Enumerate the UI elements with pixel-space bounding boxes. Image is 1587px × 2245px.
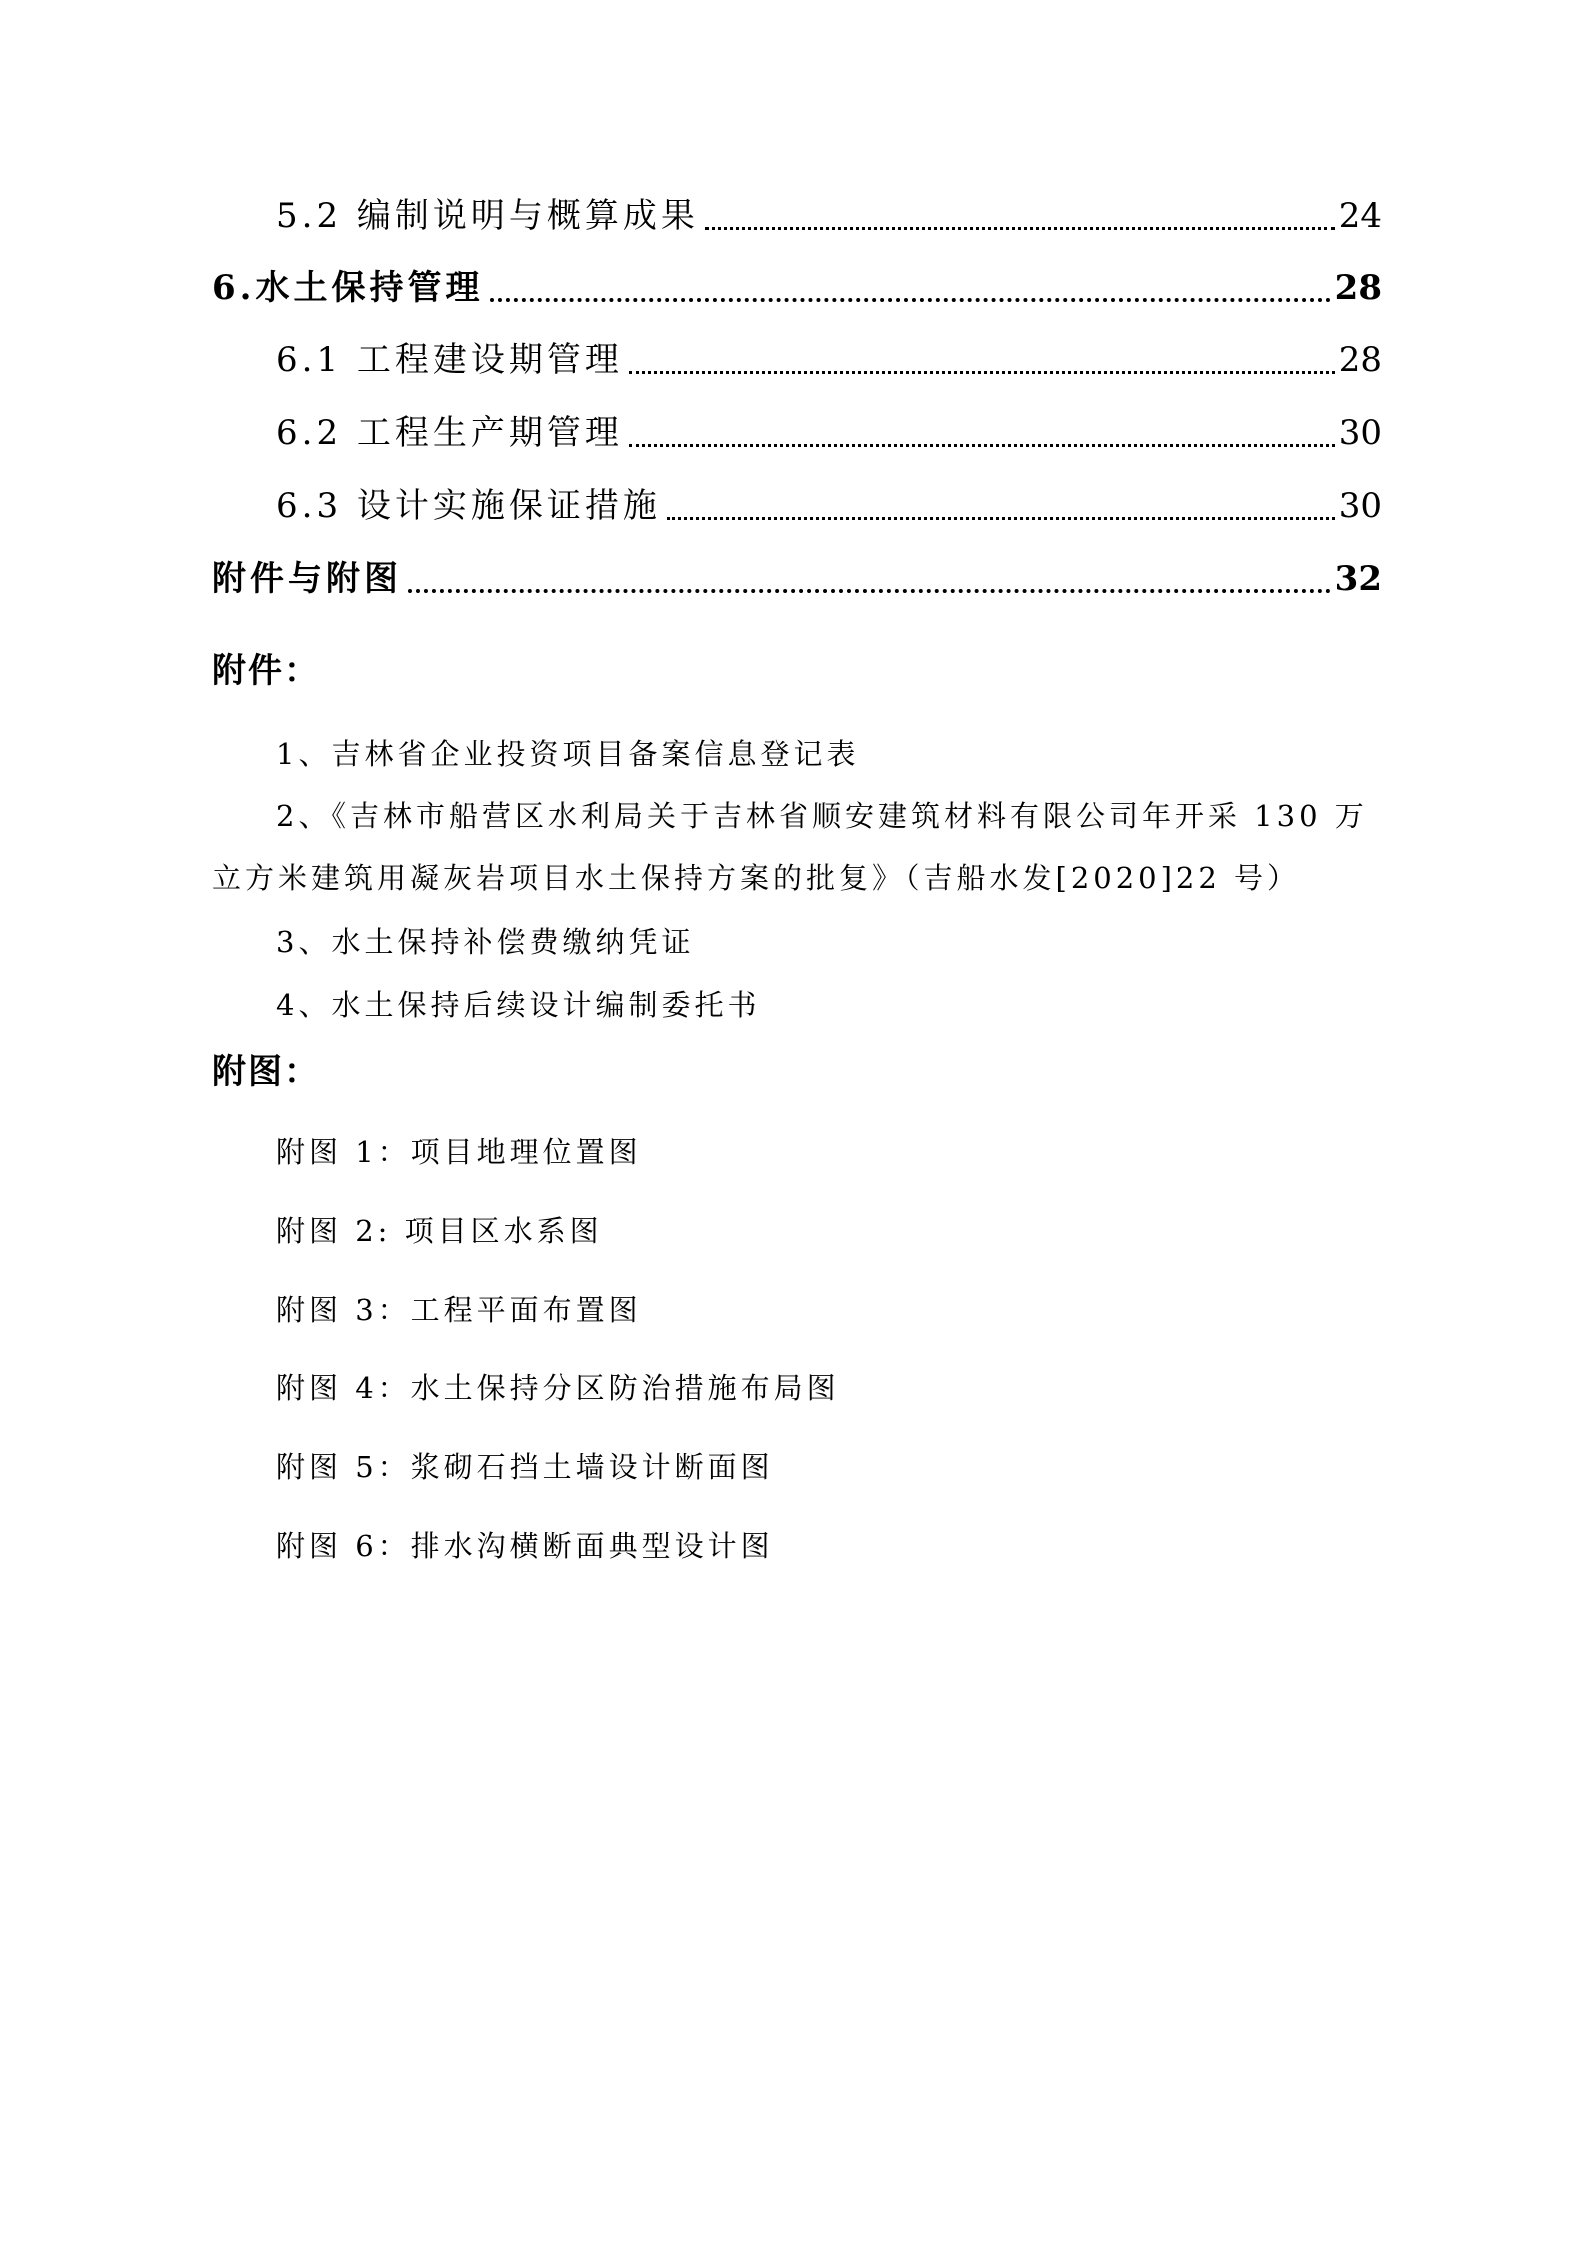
toc-page-number: 30 (1338, 486, 1382, 526)
toc-dot-leader (629, 371, 1335, 374)
toc-page-number: 30 (1338, 413, 1382, 453)
toc-dot-leader (667, 517, 1335, 520)
toc-dot-leader (705, 227, 1335, 230)
attachment-item: 4、水土保持后续设计编制委托书 (276, 988, 761, 1022)
toc-dot-leader (490, 298, 1331, 302)
figure-item: 附图 5：浆砌石挡土墙设计断面图 (276, 1450, 774, 1484)
toc-entry-6-3[interactable] (276, 480, 1382, 532)
attachments-heading: 附件： (212, 651, 320, 691)
toc-entry-6-1[interactable] (276, 334, 1382, 386)
toc-entry-title: 6.2 工程生产期管理 (276, 413, 623, 453)
toc-entry-title: 5.2 编制说明与概算成果 (276, 196, 699, 236)
figure-item: 附图 4：水土保持分区防治措施布局图 (276, 1371, 840, 1405)
toc-entry-title: 附件与附图 (212, 559, 402, 599)
toc-entry-6[interactable] (212, 262, 1382, 314)
toc-page-number: 28 (1338, 340, 1382, 380)
toc-page-number: 24 (1338, 196, 1382, 236)
attachment-item: 2、《吉林市船营区水利局关于吉林省顺安建筑材料有限公司年开采 130 万立方米建筑用凝灰岩项目水土保持方案的批复》（吉船水发[2020]22 号） (212, 799, 1368, 895)
toc-page-number: 28 (1334, 268, 1382, 308)
attachment-item: 3、水土保持补偿费缴纳凭证 (276, 925, 695, 959)
attachment-item: 1、吉林省企业投资项目备案信息登记表 (276, 737, 860, 771)
figures-heading: 附图： (212, 1052, 320, 1092)
figure-item: 附图 2: 项目区水系图 (276, 1214, 603, 1248)
toc-entry-6-2[interactable] (276, 407, 1382, 459)
toc-entry-title: 6.水土保持管理 (212, 268, 484, 308)
toc-entry-title: 6.3 设计实施保证措施 (276, 486, 661, 526)
toc-dot-leader (629, 444, 1335, 447)
toc-entry-appendix[interactable] (212, 553, 1382, 605)
toc-entry-5-2[interactable] (276, 190, 1382, 242)
figure-item: 附图 1：项目地理位置图 (276, 1135, 642, 1169)
toc-page-number: 32 (1334, 559, 1382, 599)
figure-item: 附图 6：排水沟横断面典型设计图 (276, 1529, 774, 1563)
figure-item: 附图 3：工程平面布置图 (276, 1293, 642, 1327)
toc-entry-title: 6.1 工程建设期管理 (276, 340, 623, 380)
toc-dot-leader (408, 589, 1331, 593)
